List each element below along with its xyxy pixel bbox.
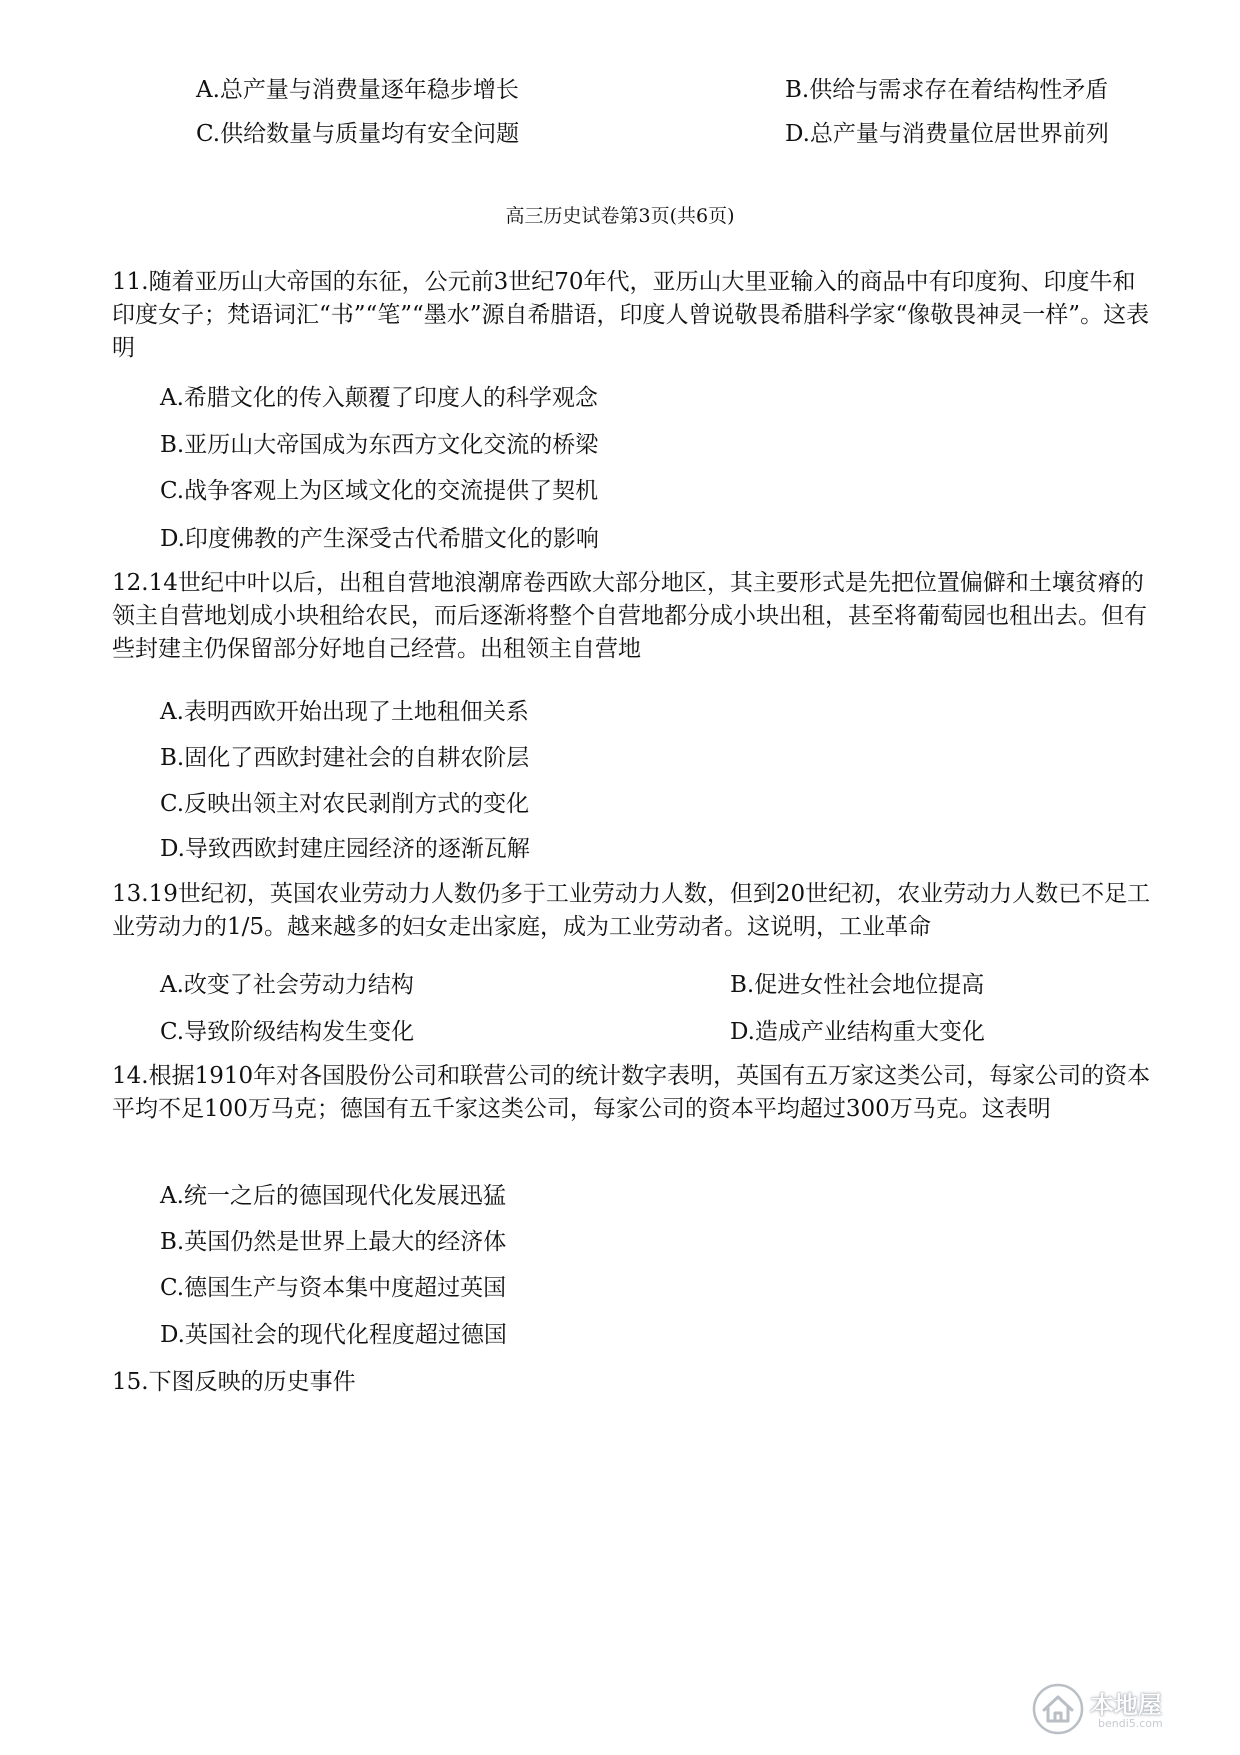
prev-option-b: B.供给与需求存在着结构性矛盾 <box>785 77 1109 103</box>
question-12-stem: 12.14世纪中叶以后，出租自营地浪潮席卷西欧大部分地区，其主要形式是先把位置偏僻和土壤贫瘠的领主自营地划成小块租给农民，而后逐渐将整个自营地都分成小块出租，甚至将葡萄园也租出去。但有些封建主仍保留部分好地自己经营。出租领主自营地 <box>112 570 1147 662</box>
question-12-option-c: C.反映出领主对农民剥削方式的变化 <box>160 791 530 817</box>
question-11-stem: 11.随着亚历山大帝国的东征，公元前3世纪70年代，亚历山大里亚输入的商品中有印度狗、印度牛和印度女子；梵语词汇“书”“笔”“墨水”源自希腊语，印度人曾说敬畏希腊科学家“像敬畏神灵一样”。这表明 <box>112 269 1150 361</box>
question-12-option-a: A.表明西欧开始出现了土地租佃关系 <box>160 699 529 725</box>
watermark-title: 本地屋 <box>1090 1691 1162 1719</box>
question-13-option-a: A.改变了社会劳动力结构 <box>160 972 414 998</box>
page-footer: 高三历史试卷第3页(共6页) <box>505 205 735 227</box>
question-11-option-b: B.亚历山大帝国成为东西方文化交流的桥梁 <box>160 432 599 458</box>
question-15-stem: 15.下图反映的历史事件 <box>112 1369 356 1395</box>
watermark-logo <box>1032 1679 1202 1737</box>
question-13-option-b: B.促进女性社会地位提高 <box>730 972 985 998</box>
question-14-option-b: B.英国仍然是世界上最大的经济体 <box>160 1229 507 1255</box>
question-11-option-d: D.印度佛教的产生深受古代希腊文化的影响 <box>160 526 599 552</box>
prev-option-d: D.总产量与消费量位居世界前列 <box>785 121 1109 147</box>
watermark-subtitle: bendi5.com <box>1098 1717 1163 1730</box>
prev-option-a: A.总产量与消费量逐年稳步增长 <box>196 77 519 103</box>
question-11-option-a: A.希腊文化的传入颠覆了印度人的科学观念 <box>160 385 598 411</box>
question-14-option-a: A.统一之后的德国现代化发展迅猛 <box>160 1183 506 1209</box>
question-14-stem: 14.根据1910年对各国股份公司和联营公司的统计数字表明，英国有五万家这类公司，每家公司的资本平均不足100万马克；德国有五千家这类公司，每家公司的资本平均超过300万马克。这表明 <box>112 1063 1151 1122</box>
question-12-option-d: D.导致西欧封建庄园经济的逐渐瓦解 <box>160 836 530 862</box>
question-13-option-d: D.造成产业结构重大变化 <box>730 1019 985 1045</box>
question-14-option-c: C.德国生产与资本集中度超过英国 <box>160 1275 507 1301</box>
prev-option-c: C.供给数量与质量均有安全问题 <box>196 121 520 147</box>
question-14-option-d: D.英国社会的现代化程度超过德国 <box>160 1322 507 1348</box>
house-icon <box>1032 1683 1084 1735</box>
question-11-option-c: C.战争客观上为区域文化的交流提供了契机 <box>160 478 599 504</box>
question-13-stem: 13.19世纪初，英国农业劳动力人数仍多于工业劳动力人数，但到20世纪初，农业劳动力人数已不足工业劳动力的1/5。越来越多的妇女走出家庭，成为工业劳动者。这说明，工业革命 <box>112 881 1151 940</box>
question-13-option-c: C.导致阶级结构发生变化 <box>160 1019 415 1045</box>
question-12-option-b: B.固化了西欧封建社会的自耕农阶层 <box>160 745 530 771</box>
